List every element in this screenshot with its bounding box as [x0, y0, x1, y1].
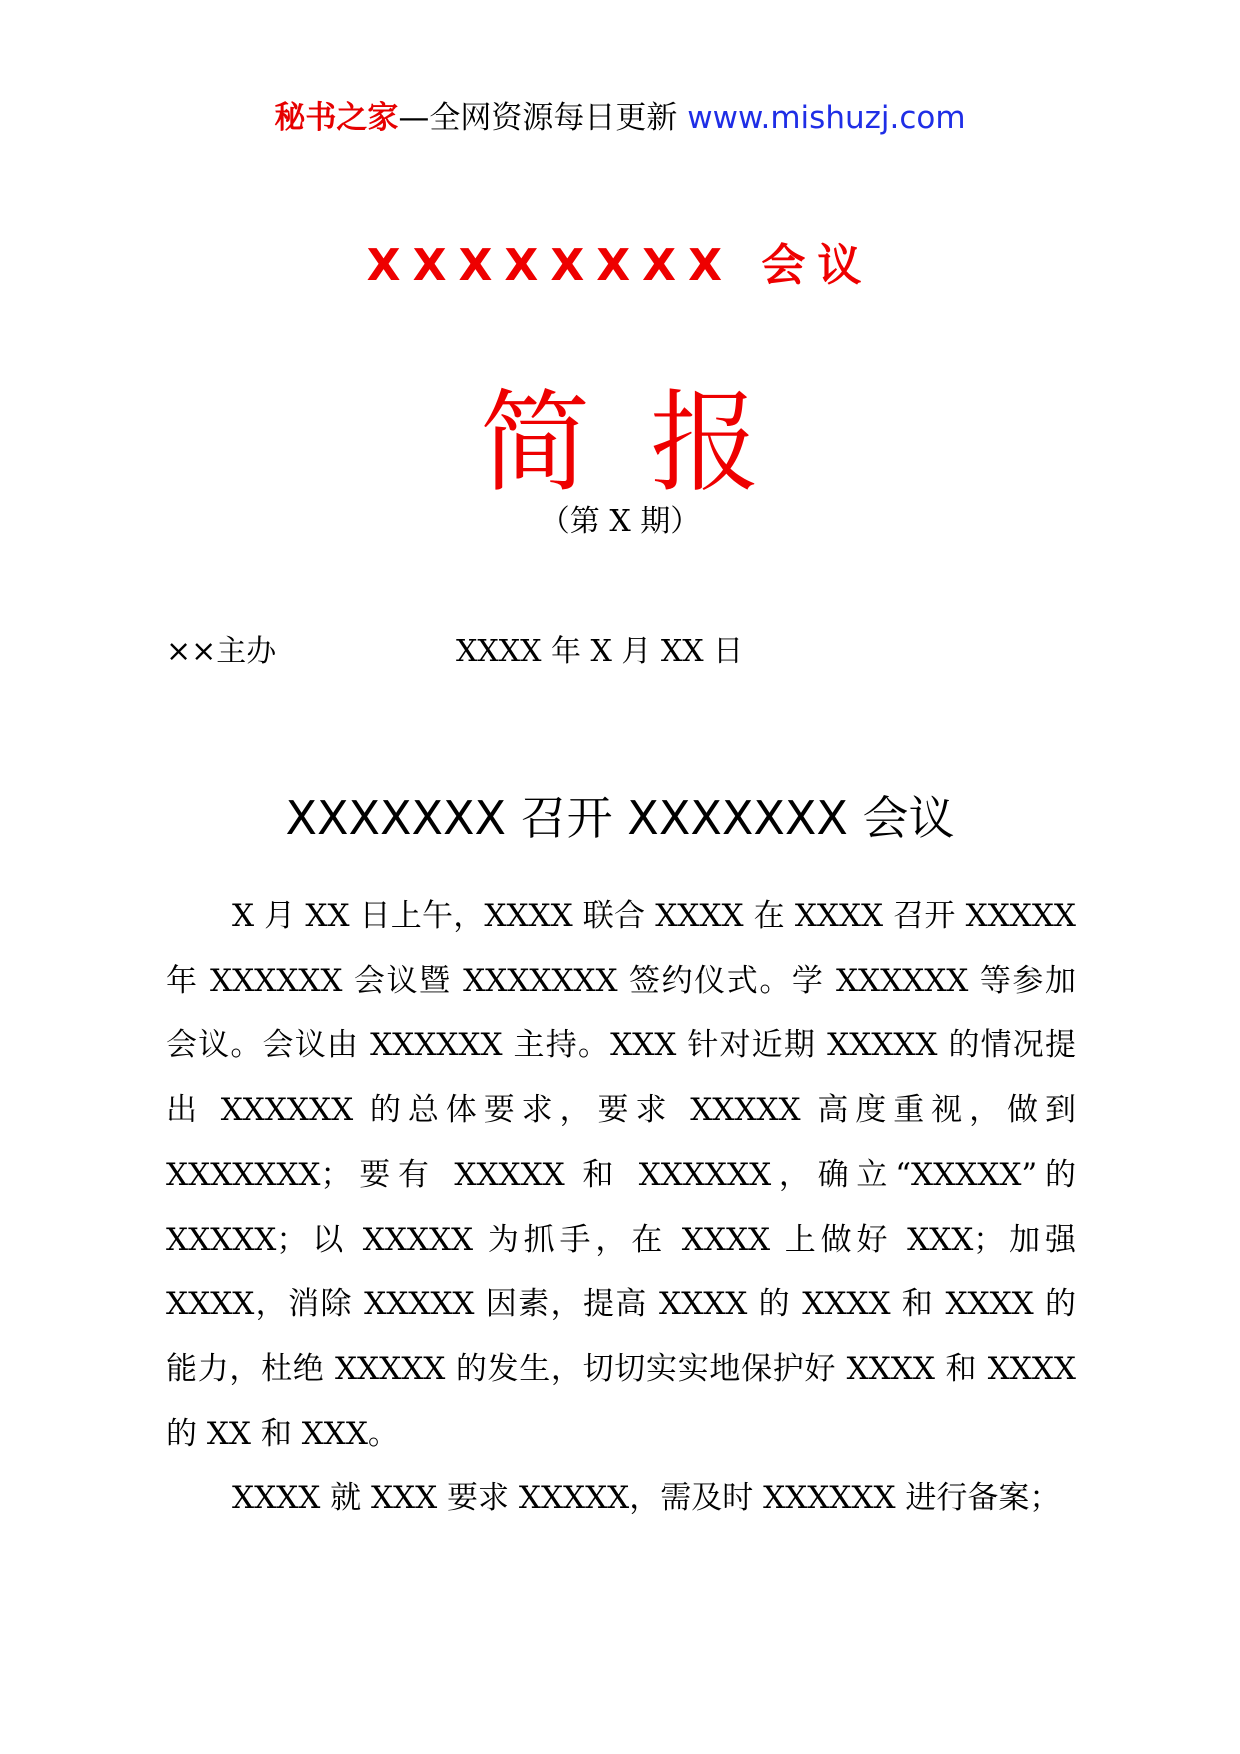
issue-number: （第 X 期） [539, 504, 701, 539]
site-slogan: —全网资源每日更新 [398, 100, 688, 136]
article-headline: XXXXXXX 召开 XXXXXXX 会议 [285, 791, 955, 845]
site-header [0, 98, 1240, 138]
meeting-name: XXXXXXXX 会议 [366, 240, 874, 291]
site-name: 秘书之家 [274, 100, 399, 136]
organizer: ××主办 [166, 634, 277, 669]
bulletin-title: 简报 [480, 379, 820, 507]
article-paragraph: X 月 XX 日上午，XXXX 联合 XXXX 在 XXXX 召开 XXXXX 年 XXXXXX 会议暨 XXXXXXX 签约仪式。学 XXXXXX 等参加会议。会议由 XXXXXX 主持。XXX 针对近期 XXXXX 的情况提出 XXXXXX 的总体要求，要求 XXXXX 高度重视，做到 XXXXXXX；要有 XXXXX 和 XXXXXX，确立“XXXXX”的 XXXXX；以 XXXXX 为抓手，在 XXXX 上做好 XXX；加强 XXXX，消除 XXXXX 因素，提高 XXXX 的 XXXX 和 XXXX 的能力，杜绝 XXXXX 的发生，切切实实地保护好 XXXX 和 XXXX 的 XX 和 XXX。 [166, 898, 1076, 1452]
site-url-link[interactable]: www.mishuzj.com [687, 100, 966, 136]
issue-date: XXXX 年 X 月 XX 日 [456, 634, 744, 669]
article-paragraph: XXXX 就 XXX 要求 XXXXX，需及时 XXXXXX 进行备案； [232, 1480, 1061, 1516]
